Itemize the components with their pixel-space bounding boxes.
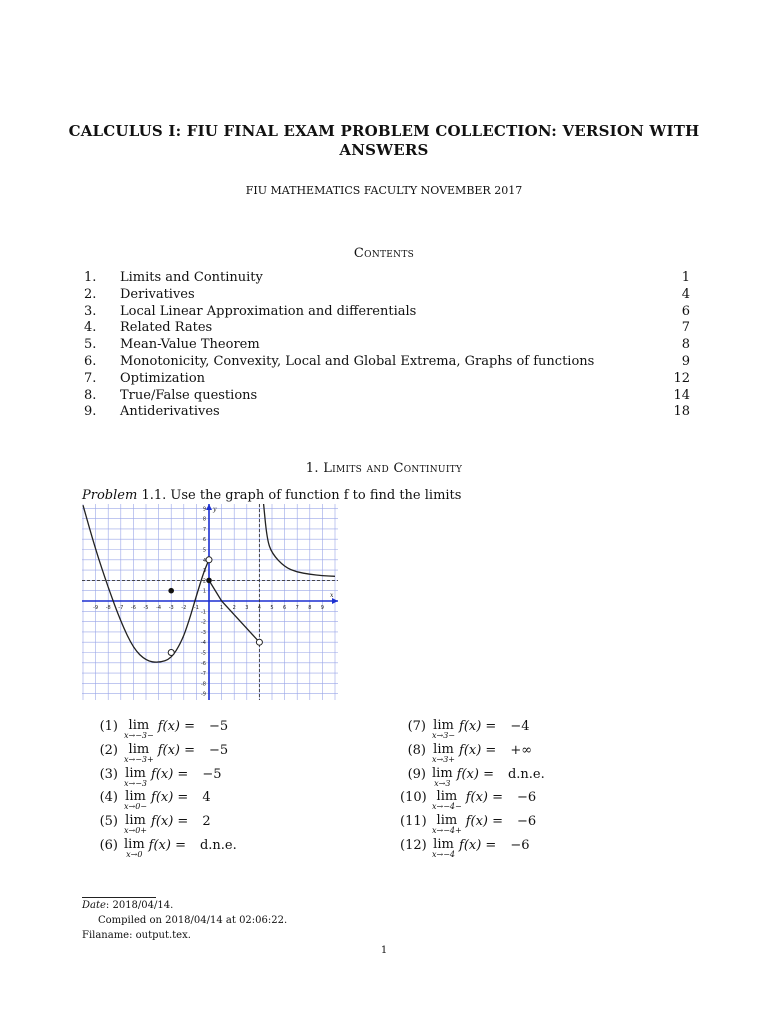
problem-statement: [82, 488, 461, 503]
x-tick-label: 5: [270, 605, 274, 611]
limit-subscript: x→−3−: [124, 731, 154, 740]
toc-row[interactable]: [84, 287, 690, 304]
toc-row[interactable]: [84, 270, 690, 287]
lim-word: lim: [436, 813, 458, 829]
open-point: [168, 650, 174, 656]
answer-number: (12): [400, 838, 427, 853]
limit-expression: f(x) =: [157, 742, 196, 758]
answer-number: (11): [400, 814, 427, 830]
toc-num: 3.: [84, 303, 97, 319]
problem-label: Problem: [82, 488, 138, 503]
limit-value: −6: [517, 790, 537, 806]
limit-operator: [124, 838, 145, 859]
toc-label: Antiderivatives: [120, 404, 220, 420]
toc-row[interactable]: [84, 337, 690, 354]
x-tick-label: -8: [105, 605, 111, 611]
x-tick-label: 1: [220, 605, 224, 611]
toc-label: Local Linear Approximation and differentials: [120, 303, 417, 319]
limit-subscript: x→−4+: [432, 826, 462, 836]
toc-page: 4: [681, 286, 690, 302]
toc-page: 18: [673, 404, 690, 420]
y-tick-label: 7: [202, 526, 206, 533]
y-tick-label: 8: [202, 516, 206, 523]
toc-num: 1.: [84, 270, 97, 285]
limit-subscript: x→3+: [432, 754, 456, 764]
footnote-compiled: Compiled on 2018/04/14 at 02:06:22.: [98, 915, 288, 926]
answer-number: (4): [99, 790, 118, 806]
limit-value: −4: [510, 719, 530, 734]
limit-subscript: x→0−: [124, 802, 148, 812]
x-tick-label: -3: [168, 605, 174, 611]
toc-page: 12: [673, 370, 690, 386]
limit-answer: [92, 767, 222, 789]
y-tick-label: 4: [202, 557, 206, 564]
lim-word: lim: [125, 765, 146, 781]
limit-subscript: x→−3+: [124, 754, 154, 764]
limit-value: 2: [202, 814, 211, 830]
limit-value: +∞: [510, 742, 533, 758]
limit-answer: [400, 719, 530, 741]
limit-value: −6: [517, 814, 537, 830]
answer-number: (7): [407, 719, 426, 734]
y-tick-label: -5: [201, 650, 206, 657]
limit-value: −5: [209, 742, 229, 758]
footnote-filename: Filaname: output.tex.: [82, 930, 191, 941]
footnote-date: [82, 900, 173, 911]
lim-word: lim: [432, 765, 453, 781]
toc-row[interactable]: [84, 354, 690, 371]
y-tick-label: -6: [201, 660, 206, 667]
limit-operator: [124, 790, 147, 811]
toc-num: 7.: [84, 370, 97, 386]
author-line: FIU MATHEMATICS FACULTY NOVEMBER 2017: [245, 184, 523, 197]
curve-right-branch: [263, 504, 335, 576]
page-number: 1: [380, 945, 388, 956]
toc-page: 6: [681, 303, 690, 319]
limit-expression: f(x) =: [459, 742, 497, 758]
limit-answer: [400, 790, 536, 812]
toc-row[interactable]: [84, 371, 690, 388]
limit-subscript: x→0+: [124, 826, 148, 836]
limit-operator: [432, 790, 462, 811]
toc-num: 5.: [84, 337, 97, 353]
problem-number: 1.1.: [141, 488, 167, 503]
limit-value: −5: [202, 766, 222, 782]
limit-expression: f(x) =: [148, 838, 186, 853]
filled-point: [206, 578, 212, 584]
toc-num: 2.: [84, 286, 97, 302]
y-tick-label: -9: [201, 691, 206, 698]
y-tick-label: 6: [202, 537, 206, 544]
document-title: [60, 122, 708, 160]
x-tick-label: -7: [118, 605, 124, 611]
limit-expression: f(x) =: [459, 838, 497, 853]
lim-word: lim: [128, 741, 150, 757]
title-line-1: CALCULUS I: FIU FINAL EXAM PROBLEM COLLECTION: VERSION WITH: [68, 122, 700, 140]
toc-num: 9.: [84, 404, 97, 420]
y-tick-label: 2: [202, 578, 206, 585]
lim-word: lim: [433, 741, 454, 757]
limit-value: −5: [209, 719, 229, 734]
x-tick-label: -9: [93, 605, 99, 611]
contents-heading: Contents: [353, 246, 415, 261]
x-tick-label: 4: [257, 605, 261, 611]
y-tick-label: 5: [202, 547, 206, 554]
limit-operator: [432, 719, 455, 740]
limit-answer: [92, 719, 228, 741]
limit-operator: [432, 838, 455, 859]
toc-num: 4.: [84, 320, 97, 336]
limit-operator: [432, 767, 453, 788]
lim-word: lim: [128, 718, 150, 733]
lim-word: lim: [436, 789, 458, 805]
x-tick-label: -5: [143, 605, 149, 611]
limit-expression: f(x) =: [465, 790, 504, 806]
function-graph-svg: [82, 504, 338, 700]
y-tick-label: 9: [202, 506, 206, 513]
toc-label: Monotonicity, Convexity, Local and Global Extrema, Graphs of functions: [120, 353, 595, 369]
x-tick-label: -6: [130, 605, 136, 611]
toc-page: 14: [673, 387, 690, 403]
y-axis-label: y: [213, 506, 217, 513]
limit-subscript: x→−4: [432, 850, 456, 859]
limit-answer: [400, 767, 545, 789]
y-axis-arrow: [206, 504, 212, 510]
toc-row[interactable]: [84, 304, 690, 321]
footnote-date-label: Date: [82, 900, 106, 911]
table-of-contents: [84, 270, 690, 421]
answer-number: (3): [99, 766, 118, 782]
toc-label: Optimization: [120, 370, 206, 386]
limit-answer: [92, 838, 237, 860]
limit-answer: [92, 790, 211, 812]
limit-answer: [92, 743, 228, 765]
lim-word: lim: [125, 813, 146, 829]
x-tick-label: 9: [320, 605, 324, 611]
toc-label: Related Rates: [120, 320, 213, 336]
x-axis-label: x: [330, 592, 334, 599]
y-tick-label: -3: [201, 629, 206, 636]
y-tick-label: -1: [201, 609, 206, 616]
problem-text: Use the graph of function f to find the limits: [170, 488, 462, 503]
limit-subscript: x→0: [126, 850, 143, 859]
answer-number: (5): [99, 814, 118, 830]
x-tick-label: 7: [295, 605, 299, 611]
limit-subscript: x→−4−: [432, 802, 462, 812]
toc-label: Mean-Value Theorem: [120, 337, 260, 353]
lim-word: lim: [433, 718, 454, 733]
limit-value: 4: [202, 790, 211, 806]
limit-expression: f(x) =: [157, 719, 196, 734]
y-tick-label: -4: [201, 640, 206, 647]
open-point: [256, 639, 262, 645]
open-point: [206, 557, 212, 563]
answer-number: (10): [400, 790, 427, 806]
limit-operator: [124, 814, 147, 835]
limit-expression: f(x) =: [456, 766, 494, 782]
limit-subscript: x→3: [434, 778, 451, 788]
y-tick-label: -8: [201, 681, 206, 688]
limit-subscript: x→3−: [432, 731, 456, 740]
limit-expression: f(x) =: [151, 790, 189, 806]
toc-page: 8: [681, 337, 690, 353]
toc-num: 6.: [84, 353, 97, 369]
limit-operator: [124, 767, 147, 788]
limit-expression: f(x) =: [151, 766, 189, 782]
lim-word: lim: [433, 837, 454, 852]
limit-answer: [400, 814, 536, 836]
x-tick-label: -1: [193, 605, 199, 611]
toc-page: 7: [681, 320, 690, 336]
toc-label: Derivatives: [120, 286, 195, 302]
limit-answer: [400, 743, 532, 765]
y-tick-label: 1: [202, 588, 206, 595]
footnote-rule: [82, 897, 156, 898]
section-heading: 1. Limits and Continuity: [305, 461, 463, 476]
y-tick-label: 3: [202, 568, 206, 575]
toc-row[interactable]: [84, 404, 690, 421]
y-tick-label: -7: [201, 671, 206, 678]
limit-operator: [432, 743, 455, 764]
footnote-date-value: : 2018/04/14.: [105, 900, 174, 911]
toc-label: True/False questions: [120, 387, 258, 403]
answer-number: (1): [99, 719, 118, 734]
limit-expression: f(x) =: [151, 814, 189, 830]
lim-word: lim: [125, 789, 146, 805]
y-tick-label: -2: [201, 619, 206, 626]
limit-value: d.n.e.: [507, 766, 545, 782]
x-tick-label: -4: [156, 605, 162, 611]
limit-answer: [400, 838, 530, 860]
answer-number: (8): [407, 742, 426, 758]
limit-operator: [124, 743, 154, 764]
x-tick-label: -2: [181, 605, 187, 611]
limit-value: −6: [510, 838, 530, 853]
limit-answer: [92, 814, 211, 836]
answer-number: (2): [99, 742, 118, 758]
limit-operator: [432, 814, 462, 835]
limit-expression: f(x) =: [459, 719, 497, 734]
function-graph: [82, 504, 338, 704]
limit-subscript: x→−3: [124, 778, 148, 788]
limit-expression: f(x) =: [465, 814, 504, 830]
answer-number: (9): [407, 766, 426, 782]
title-line-2: ANSWERS: [339, 141, 429, 159]
x-tick-label: 6: [283, 605, 287, 611]
filled-point: [168, 588, 174, 594]
limit-value: d.n.e.: [199, 838, 237, 853]
lim-word: lim: [124, 837, 145, 852]
answer-number: (6): [99, 838, 118, 853]
toc-row[interactable]: [84, 320, 690, 337]
toc-label: Limits and Continuity: [120, 270, 263, 285]
limit-operator: [124, 719, 154, 740]
toc-row[interactable]: [84, 388, 690, 405]
x-tick-label: 3: [245, 605, 249, 611]
x-tick-label: 2: [232, 605, 236, 611]
toc-page: 9: [681, 353, 690, 369]
toc-page: 1: [681, 270, 690, 285]
x-tick-label: 8: [308, 605, 312, 611]
toc-num: 8.: [84, 387, 97, 403]
